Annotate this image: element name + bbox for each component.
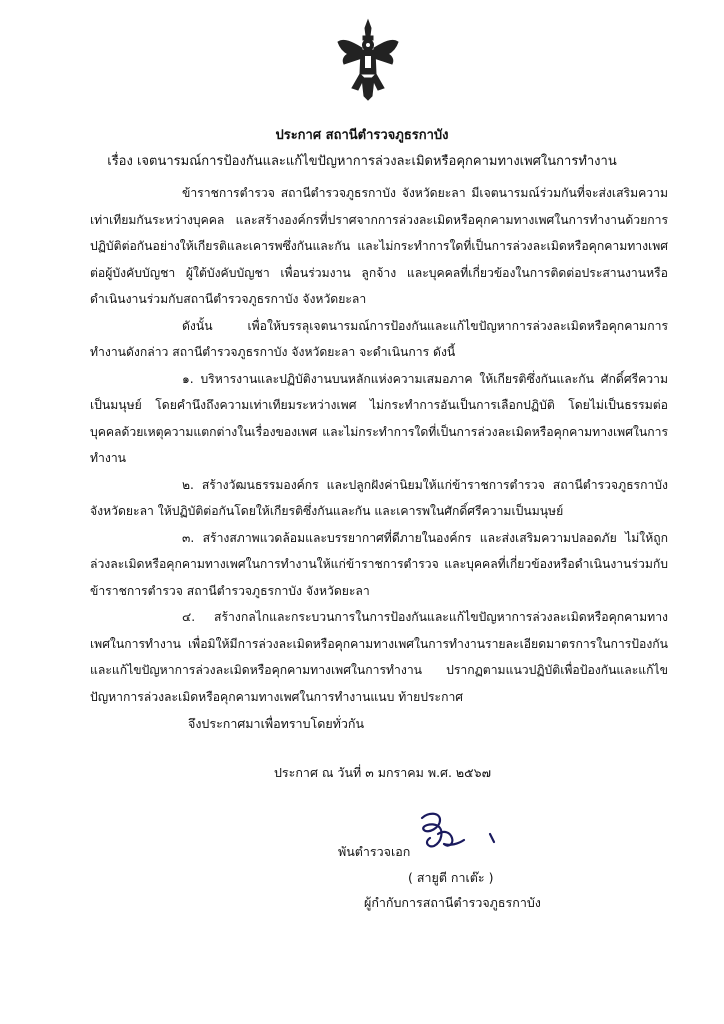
body-paragraph: ดังนั้น เพื่อให้บรรลุเจตนารมณ์การป้องกันและแก้ไขปัญหาการล่วงละเมิดหรือคุกคามการทำงานดังกล่าว สถานีตำรวจภูธรกาบัง จังหวัดยะลา จะดำเนินการ ดังนี้ bbox=[90, 318, 668, 359]
signer-rank: พันตำรวจเอก bbox=[338, 844, 411, 859]
body-paragraph: ๑. บริหารงานและปฏิบัติงานบนหลักแห่งความเสมอภาค ให้เกียรติซึ่งกันและกัน ศักดิ์ศรีความเป็นมนุษย์ โดยคำนึงถึงความเท่าเทียมระหว่างเพศ ไม่กระทำการอันเป็นการเลือกปฏิบัติ โดยไม่เป็นธรรมต่อบุคคลด้วยเหตุความแตกต่างในเรื่องของเพศ และไม่กระทำการใดที่เป็นการล่วงละเมิดหรือคุกคามทางเพศในการทำงาน bbox=[90, 371, 668, 465]
body-paragraph: ๒. สร้างวัฒนธรรมองค์กร และปลูกฝังค่านิยมให้แก่ข้าราชการตำรวจ สถานีตำรวจภูธรกาบัง จังหวัดยะลา ให้ปฏิบัติต่อกันโดยให้เกียรติซึ่งกันและกัน และเคารพในศักดิ์ศรีความเป็นมนุษย์ bbox=[90, 477, 668, 518]
announcement-title: ประกาศ สถานีตำรวจภูธรกาบัง bbox=[275, 128, 449, 143]
body-paragraph: ๓. สร้างสภาพแวดล้อมและบรรยากาศที่ดีภายในองค์กร และส่งเสริมความปลอดภัย ไม่ให้ถูกล่วงละเมิดหรือคุกคามทางเพศในการทำงานให้แก่ข้าราชการตำรวจ และบุคคลที่เกี่ยวข้องหรือดำเนินงานร่วมกับข้าราชการตำรวจ สถานีตำรวจภูธรกาบัง จังหวัดยะลา bbox=[90, 530, 668, 598]
announcement-subject: เรื่อง เจตนารมณ์การป้องกันและแก้ไขปัญหาการล่วงละเมิดหรือคุกคามทางเพศในการทำงาน bbox=[107, 154, 617, 169]
signer-name: ( สายูตี กาเต๊ะ ) bbox=[408, 870, 494, 885]
announcement-body bbox=[90, 180, 668, 710]
body-paragraph: ข้าราชการตำรวจ สถานีตำรวจภูธรกาบัง จังหวัดยะลา มีเจตนารมณ์ร่วมกันที่จะส่งเสริมความเท่าเทียมกันระหว่างบุคคล และสร้างองค์กรที่ปราศจากการล่วงละเมิดหรือคุกคามทางเพศในการทำงานด้วยการปฏิบัติต่อกันอย่างให้เกียรติและเคารพซึ่งกันและกัน และไม่กระทำการใดที่เป็นการล่วงละเมิดหรือคุกคามทางเพศต่อผู้บังคับบัญชา ผู้ใต้บังคับบัญชา เพื่อนร่วมงาน ลูกจ้าง และบุคคลที่เกี่ยวข้องในการติดต่อประสานงานหรือดำเนินงานร่วมกับสถานีตำรวจภูธรกาบัง จังหวัดยะลา bbox=[90, 186, 668, 306]
garuda-emblem bbox=[336, 18, 400, 102]
closing-statement: จึงประกาศมาเพื่อทราบโดยทั่วกัน bbox=[188, 716, 365, 731]
signer-position: ผู้กำกับการสถานีตำรวจภูธรกาบัง bbox=[364, 895, 541, 910]
announcement-date: ประกาศ ณ วันที่ ๓ มกราคม พ.ศ. ๒๕๖๗ bbox=[274, 765, 491, 780]
handwritten-signature bbox=[414, 808, 514, 866]
body-paragraph: ๔. สร้างกลไกและกระบวนการในการป้องกันและแก้ไขปัญหาการล่วงละเมิดหรือคุกคามทางเพศในการทำงาน เพื่อมิให้มีการล่วงละเมิดหรือคุกคามทางเพศในการทำงานรายละเอียดมาตรการในการป้องกันและแก้ไขปัญหาการล่วงละเมิดหรือคุกคามทางเพศในการทำงาน ปรากฏตามแนวปฏิบัติเพื่อป้องกันและแก้ไขปัญหาการล่วงละเมิดหรือคุกคามทางเพศในการทำงานแนบ ท้ายประกาศ bbox=[90, 610, 668, 704]
